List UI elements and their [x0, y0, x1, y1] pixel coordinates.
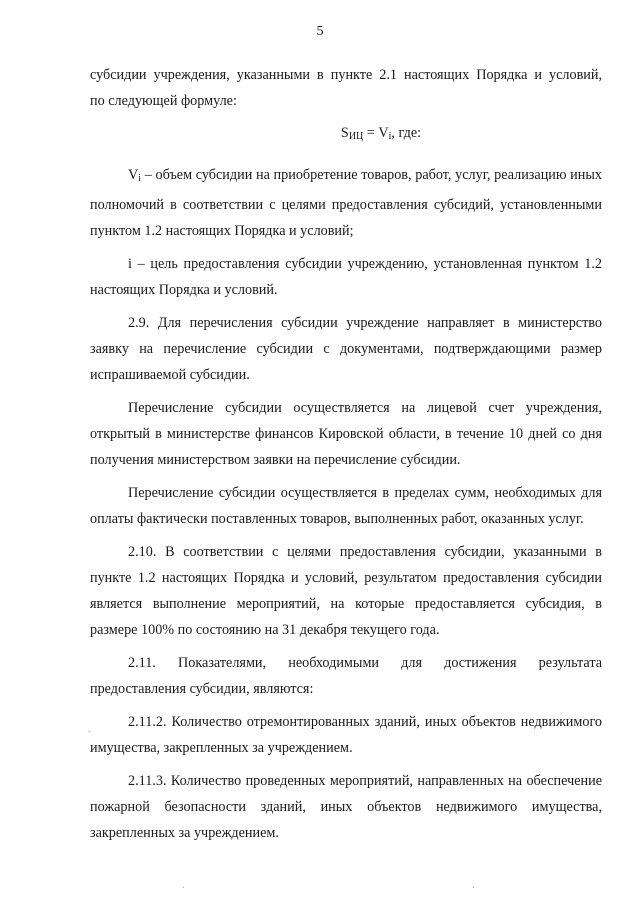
vi-symbol: V [128, 167, 139, 183]
paragraph-2-11: 2.11. Показателями, необходимыми для достижения результата предоставления субсидии, являются: [90, 655, 602, 697]
paragraph-2-11-2: 2.11.2. Количество отремонтированных зданий, иных объектов недвижимого имущества, закрепленных за учреждением. [90, 714, 602, 756]
scan-speck: . [88, 724, 91, 735]
paragraph-2-9: 2.9. Для перечисления субсидии учреждение направляет в министерство заявку на перечисление субсидии с документами, подтверждающими размер испрашиваемой субсидии. [90, 315, 602, 383]
document-body [90, 62, 602, 853]
paragraph-transfer-account: Перечисление субсидии осуществляется на лицевой счет учреждения, открытый в министерстве финансов Кировской области, в течение 10 дней со дня получения министерством заявки на перечисление субсидии. [90, 400, 602, 468]
paragraph-2-10: 2.10. В соответствии с целями предоставления субсидии, указанными в пункте 1.2 настоящих Порядка и условий, результатом предоставления субсидии является выполнение мероприятий, на которые предоставляется субсидия, в размере 100% по состоянию на 31 декабря текущего года. [90, 544, 602, 638]
formula-equals-v: = V [363, 125, 389, 141]
vi-definition-text: – объем субсидии на приобретение товаров, работ, услуг, реализацию иных полномочий в соответствии с целями предоставления субсидий, установленными пунктом 1.2 настоящих Порядка и условий; [90, 167, 602, 239]
paragraph-2-11-3: 2.11.3. Количество проведенных мероприятий, направленных на обеспечение пожарной безопасности зданий, иных объектов недвижимого имущества, закрепленных за учреждением. [90, 773, 602, 841]
paragraph-i-definition: i – цель предоставления субсидии учреждению, установленная пунктом 1.2 настоящих Порядка и условий. [90, 256, 602, 298]
page-number: 5 [316, 24, 324, 39]
formula [90, 120, 602, 150]
formula-s-subscript: ИЦ [348, 131, 364, 142]
paragraph-intro-line1: субсидии учреждения, указанными в пункте 2.1 настоящих Порядка и условий, [90, 67, 602, 83]
formula-s: S [340, 125, 349, 141]
paragraph-transfer-limits: Перечисление субсидии осуществляется в пределах сумм, необходимых для оплаты фактически поставленных товаров, выполненных работ, оказанных услуг. [90, 485, 602, 527]
paragraph-intro-line2: по следующей формуле: [90, 93, 237, 109]
paragraph-vi-definition [90, 162, 602, 244]
scan-speck: . [472, 880, 475, 891]
formula-where: , где: [391, 125, 422, 141]
formula-v-subscript: i [388, 131, 392, 142]
vi-symbol-subscript: i [138, 173, 142, 184]
scan-speck: . [182, 880, 185, 891]
